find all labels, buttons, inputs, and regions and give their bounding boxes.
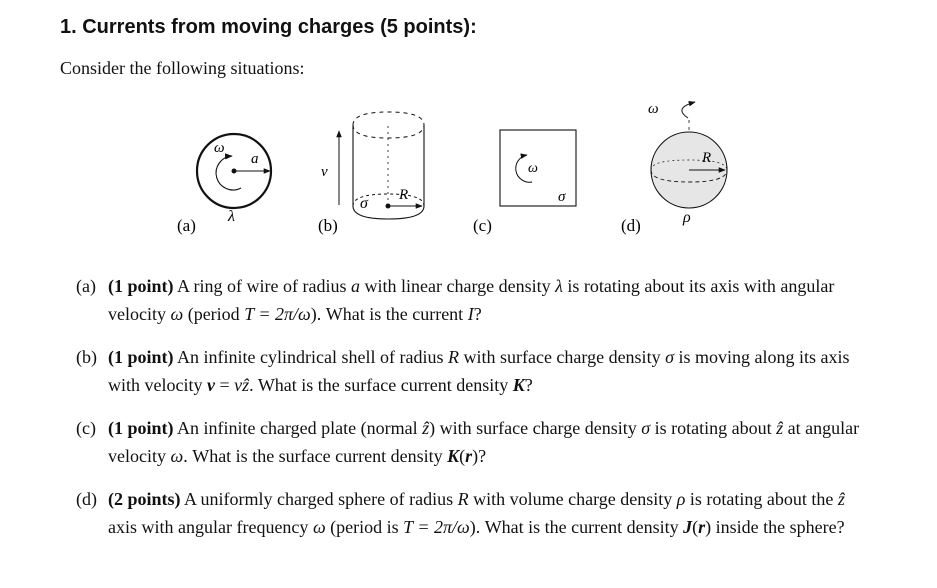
figure-c-plate [473, 130, 576, 235]
fig-a-radius: a [251, 151, 259, 167]
question-text: (1 point) A ring of wire of radius a with linear charge density λ is rotating about its axis with angular velocity ω (period T = 2π/ω). What is the current I? [108, 276, 835, 324]
question-label: (a) [76, 276, 96, 296]
fig-d-density: ρ [683, 209, 691, 226]
fig-c-caption: (c) [473, 216, 492, 235]
fig-c-density: σ [558, 189, 566, 205]
fig-b-velocity: v [321, 164, 328, 180]
question-label: (c) [76, 418, 96, 438]
rotation-arrow-icon [216, 156, 241, 190]
question-label: (b) [76, 347, 97, 367]
intro-text: Consider the following situations: [60, 58, 305, 78]
fig-d-caption: (d) [621, 216, 641, 235]
points: (1 point) [108, 418, 174, 438]
question-c [76, 414, 876, 470]
fig-b-caption: (b) [318, 216, 338, 235]
question-text: (1 point) An infinite charged plate (normal ẑ) with surface charge density σ is rotating about ẑ at angular velocity ω. What is the surface current density K(r)? [108, 418, 860, 466]
figure-d-sphere [621, 101, 727, 235]
question-a [76, 272, 876, 328]
rotation-arrow-icon [682, 102, 695, 118]
fig-c-omega: ω [528, 161, 538, 176]
fig-d-omega: ω [648, 101, 659, 117]
fig-a-caption: (a) [177, 216, 196, 235]
figure-a-ring [177, 134, 271, 235]
cylinder-top-front [353, 125, 424, 138]
question-text: (1 point) An infinite cylindrical shell of radius R with surface charge density σ is moving along its axis with velocity v = vẑ. What is the surface current density K? [108, 347, 850, 395]
question-d [76, 485, 876, 541]
fig-d-radius: R [702, 150, 712, 166]
figure-b-cylinder [318, 112, 424, 235]
points: (2 points) [108, 489, 181, 509]
fig-a-density: λ [228, 208, 235, 225]
problem-heading: 1. Currents from moving charges (5 points): [60, 16, 477, 38]
fig-b-density: σ [360, 195, 368, 212]
fig-a-omega: ω [214, 140, 225, 156]
points: (1 point) [108, 347, 174, 367]
question-text: (2 points) A uniformly charged sphere of radius R with volume charge density ρ is rotating about the ẑ axis with angular frequency ω (period is T = 2π/ω). What is the current density J(r) inside the sphere? [108, 489, 845, 537]
question-b [76, 343, 876, 399]
figures [0, 0, 937, 250]
cylinder-top-back [353, 112, 424, 125]
question-label: (d) [76, 489, 97, 509]
points: (1 point) [108, 276, 174, 296]
fig-b-radius: R [399, 187, 409, 203]
